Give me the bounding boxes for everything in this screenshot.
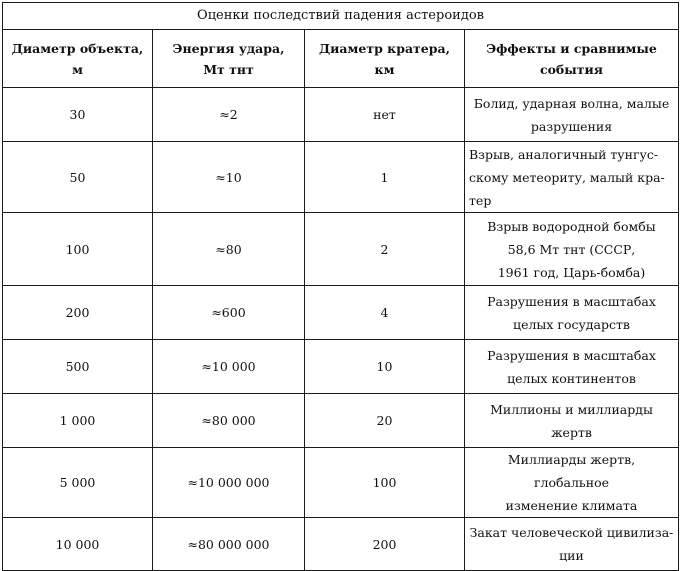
cell-diameter: 30 [3,88,153,142]
cell-energy: ≈80 [153,213,305,286]
table-row [3,286,679,340]
cell-energy: ≈10 [153,142,305,213]
cell-effects: Закат человеческой цивилиза- ции [465,518,679,571]
asteroid-impact-table [2,2,679,571]
table-row [3,88,679,142]
cell-energy: ≈80 000 000 [153,518,305,571]
cell-crater: 2 [305,213,465,286]
cell-effects: Миллионы и миллиарды жертв [465,394,679,448]
table-row [3,213,679,286]
cell-energy: ≈600 [153,286,305,340]
cell-energy: ≈2 [153,88,305,142]
header-crater: Диаметр кратера, км [305,30,465,88]
cell-crater: нет [305,88,465,142]
cell-crater: 4 [305,286,465,340]
table-row [3,518,679,571]
cell-effects: Миллиарды жертв, глобальное изменение климата [465,448,679,518]
cell-crater: 1 [305,142,465,213]
cell-effects: Болид, ударная волна, малые разрушения [465,88,679,142]
cell-crater: 200 [305,518,465,571]
cell-diameter: 10 000 [3,518,153,571]
cell-effects: Взрыв водородной бомбы 58,6 Мт тнт (СССР, 1961 год, Царь-бомба) [465,213,679,286]
table-caption-row [3,3,679,30]
header-diameter: Диаметр объекта, м [3,30,153,88]
cell-crater: 100 [305,448,465,518]
cell-effects: Взрыв, аналогичный тунгус- скому метеориту, малый кра- тер [465,142,679,213]
cell-energy: ≈10 000 [153,340,305,394]
cell-effects: Разрушения в масштабах целых континентов [465,340,679,394]
table-row [3,340,679,394]
cell-diameter: 100 [3,213,153,286]
table-row [3,448,679,518]
table-row [3,142,679,213]
cell-energy: ≈10 000 000 [153,448,305,518]
cell-crater: 10 [305,340,465,394]
cell-diameter: 5 000 [3,448,153,518]
cell-diameter: 50 [3,142,153,213]
table-row [3,394,679,448]
cell-diameter: 200 [3,286,153,340]
cell-effects: Разрушения в масштабах целых государств [465,286,679,340]
header-effects: Эффекты и сравнимые события [465,30,679,88]
cell-crater: 20 [305,394,465,448]
header-energy: Энергия удара, Мт тнт [153,30,305,88]
table-header-row [3,30,679,88]
table-caption: Оценки последствий падения астероидов [3,3,679,30]
cell-diameter: 500 [3,340,153,394]
asteroid-impact-table-container [2,2,678,571]
cell-energy: ≈80 000 [153,394,305,448]
cell-diameter: 1 000 [3,394,153,448]
